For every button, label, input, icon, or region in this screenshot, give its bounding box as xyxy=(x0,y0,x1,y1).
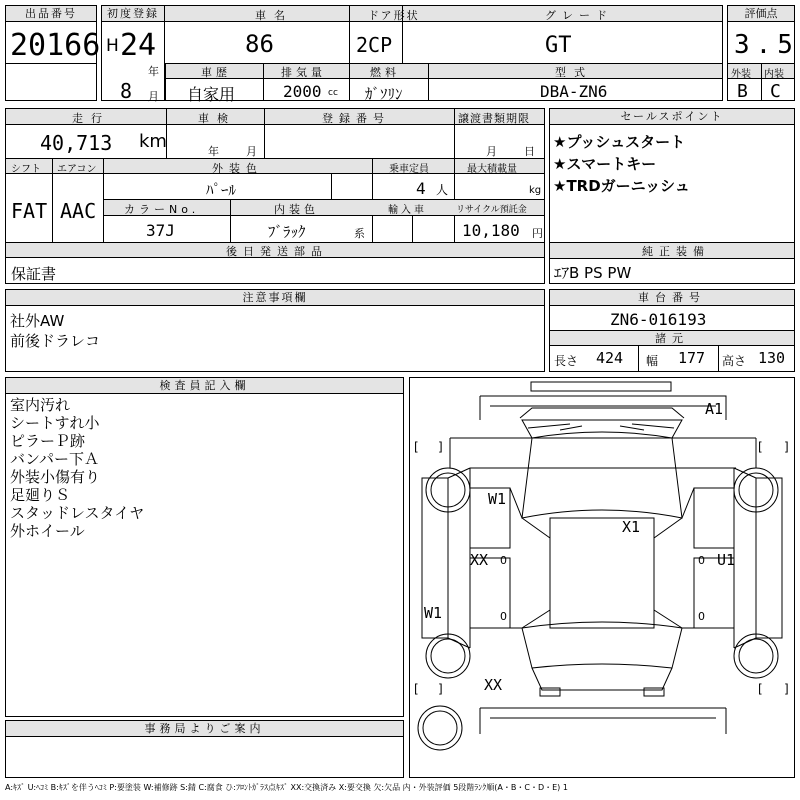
inspector-item-3: ピラーＰ跡 xyxy=(10,432,86,450)
first-reg-year-unit: 年 xyxy=(148,65,159,78)
history-label: 車歴 xyxy=(201,66,231,79)
max-load-label: 最大積載量 xyxy=(467,164,517,175)
int-color-unit: 系 xyxy=(354,227,365,240)
vehicle-details xyxy=(5,108,545,284)
inspector-item-1: 室内汚れ xyxy=(10,396,71,414)
bracket-left-top: [ xyxy=(414,440,419,454)
car-name-label: 車名 xyxy=(255,9,293,22)
bracket-right-bot-r: ] xyxy=(784,682,789,696)
zero-l2: 0 xyxy=(500,610,507,623)
inspection-month-unit: 月 xyxy=(246,145,257,158)
score-ext-label: 外装 xyxy=(731,69,751,80)
first-reg-month: 8 xyxy=(120,79,133,103)
inspector-box xyxy=(5,377,404,717)
chassis-label: 車台番号 xyxy=(550,290,794,306)
car-outline xyxy=(410,378,794,777)
inspector-item-8: 外ホイール xyxy=(10,522,85,540)
aircon-value: AAC xyxy=(60,199,97,223)
chassis-box xyxy=(549,289,795,372)
mileage-label: 走行 xyxy=(72,112,110,125)
score-int-value: C xyxy=(770,81,781,102)
first-reg-label: 初度登録 xyxy=(102,6,164,22)
sales-point-3: ★TRDガーニッシュ xyxy=(553,177,690,195)
score-box xyxy=(727,5,799,102)
shift-label: シフト xyxy=(11,164,41,175)
note-1: 社外AW xyxy=(10,312,65,330)
transfer-day-unit: 日 xyxy=(524,145,535,158)
import-label: 輸入車 xyxy=(388,205,427,216)
aircon-label: エアコン xyxy=(57,164,97,175)
legend-text: A:ｷｽﾞ U:ﾍｺﾐ B:ｷｽﾞを伴うﾍｺﾐ P:要塗装 W:補修跡 S:錆 C:腐食 ひ:ﾌﾛﾝﾄｶﾞﾗｽ点ｷｽﾞ XX:交換済み X:要交換 欠:欠品 内・外装評価 5段階ﾗﾝｸ順(A・B・C・D・E) 1 xyxy=(5,783,568,792)
mark-front-right: A1 xyxy=(705,400,724,418)
car-name-value: 86 xyxy=(245,30,274,58)
sales-points-label: セールスポイント xyxy=(550,109,794,125)
color-no-value: 37J xyxy=(146,221,175,240)
zero-r1: 0 xyxy=(698,554,705,567)
mark-left-rear: W1 xyxy=(424,604,443,622)
inspector-label: 検査員記入欄 xyxy=(6,378,403,394)
mark-left-mid: XX xyxy=(470,551,489,569)
zero-l1: 0 xyxy=(500,554,507,567)
transfer-label: 譲渡書類期限 xyxy=(458,112,530,125)
capacity-label: 乗車定員 xyxy=(389,164,429,175)
specs-label: 諸元 xyxy=(550,330,794,346)
spec-width-value: 177 xyxy=(678,349,706,367)
first-reg-year: 24 xyxy=(120,28,157,63)
door-label: ドア形状 xyxy=(368,9,420,22)
transfer-month-unit: 月 xyxy=(486,145,497,158)
shift-value: FAT xyxy=(11,199,48,223)
model-label: 型式 xyxy=(555,66,593,79)
spec-length-value: 424 xyxy=(596,349,624,367)
max-load-unit: kg xyxy=(529,185,542,196)
history-value: 自家用 xyxy=(187,85,236,104)
later-parts-value: 保証書 xyxy=(11,265,57,283)
inspector-item-6: 足廻りＳ xyxy=(10,486,71,504)
displacement-label: 排気量 xyxy=(281,66,326,79)
sales-point-1: ★プッシュスタート xyxy=(553,133,686,151)
spec-length-label: 長さ xyxy=(554,354,579,368)
score-ext-value: B xyxy=(737,81,748,102)
recycle-unit: 円 xyxy=(532,227,543,240)
spec-width-label: 幅 xyxy=(646,354,659,368)
office-label: 事務局よりご案内 xyxy=(6,721,403,737)
capacity-unit: 人 xyxy=(436,183,449,197)
grade-label: グレード xyxy=(545,9,613,22)
genuine-equip-value: ｴｱB PS PW xyxy=(554,264,632,282)
capacity-value: 4 xyxy=(416,179,426,198)
mileage-unit: km xyxy=(139,131,167,152)
inspection-year-unit: 年 xyxy=(208,145,219,158)
bracket-left-top-r: [ xyxy=(758,440,763,454)
int-color-label: 内装色 xyxy=(274,203,319,216)
displacement-unit: cc xyxy=(328,88,338,98)
plate-label: 登録番号 xyxy=(322,112,390,125)
bracket-left-bot: [ xyxy=(414,682,419,696)
color-no-label: カラーNo. xyxy=(124,203,200,216)
lot-label: 出品番号 xyxy=(6,6,96,22)
spec-height-value: 130 xyxy=(758,349,786,367)
first-reg-box xyxy=(101,5,165,101)
recycle-value: 10,180 xyxy=(462,221,520,240)
office-box xyxy=(5,720,404,778)
damage-diagram xyxy=(409,377,795,778)
lot-box xyxy=(5,5,101,101)
inspector-item-7: スタッドレスタイヤ xyxy=(10,504,145,522)
inspector-item-5: 外装小傷有り xyxy=(10,468,101,486)
door-value: 2CP xyxy=(356,33,393,57)
later-parts-label: 後日発送部品 xyxy=(226,245,328,258)
first-reg-era: H xyxy=(106,36,119,56)
mark-left-front: W1 xyxy=(488,490,507,508)
score-label: 評価点 xyxy=(728,6,794,22)
ext-color-label: 外装色 xyxy=(212,162,263,175)
sales-points-box xyxy=(549,108,795,259)
sales-point-2: ★スマートキー xyxy=(553,155,657,173)
notes-label: 注意事項欄 xyxy=(6,290,544,306)
mark-rear-left: XX xyxy=(484,676,503,694)
mileage-value: 40,713 xyxy=(40,131,113,155)
bracket-right-top: ] xyxy=(438,440,443,454)
model-value: DBA-ZN6 xyxy=(540,82,608,101)
notes-box xyxy=(5,289,545,372)
top-main xyxy=(164,5,723,104)
int-color-value: ﾌﾞﾗｯｸ xyxy=(268,223,306,241)
fuel-value: ｶﾞｿﾘﾝ xyxy=(365,85,403,103)
fuel-label: 燃料 xyxy=(370,66,400,79)
first-reg-month-unit: 月 xyxy=(148,90,159,103)
mark-right-mid: U1 xyxy=(717,551,736,569)
ext-color-value: ﾊﾟｰﾙ xyxy=(206,181,237,199)
inspector-item-4: バンパー下Ａ xyxy=(10,450,99,468)
bracket-right-bot: ] xyxy=(438,682,443,696)
bracket-left-bot-r: [ xyxy=(758,682,763,696)
lot-number: 20166 xyxy=(10,28,101,63)
grade-value: GT xyxy=(545,33,572,58)
inspection-label: 車検 xyxy=(198,112,236,125)
genuine-equip-box xyxy=(549,258,795,284)
mark-roof: X1 xyxy=(622,518,641,536)
zero-r2: 0 xyxy=(698,610,705,623)
score-int-label: 内装 xyxy=(764,69,784,80)
displacement-value: 2000 xyxy=(283,82,322,101)
bracket-right-top-r: ] xyxy=(784,440,789,454)
recycle-label: リサイクル預託金 xyxy=(456,205,527,215)
score-value: 3.5 xyxy=(734,30,799,60)
inspector-item-2: シートすれ小 xyxy=(10,414,100,432)
note-2: 前後ドラレコ xyxy=(10,332,101,350)
spec-height-label: 高さ xyxy=(722,354,747,368)
genuine-equip-label: 純正装備 xyxy=(642,245,710,258)
chassis-value: ZN6-016193 xyxy=(610,310,707,329)
